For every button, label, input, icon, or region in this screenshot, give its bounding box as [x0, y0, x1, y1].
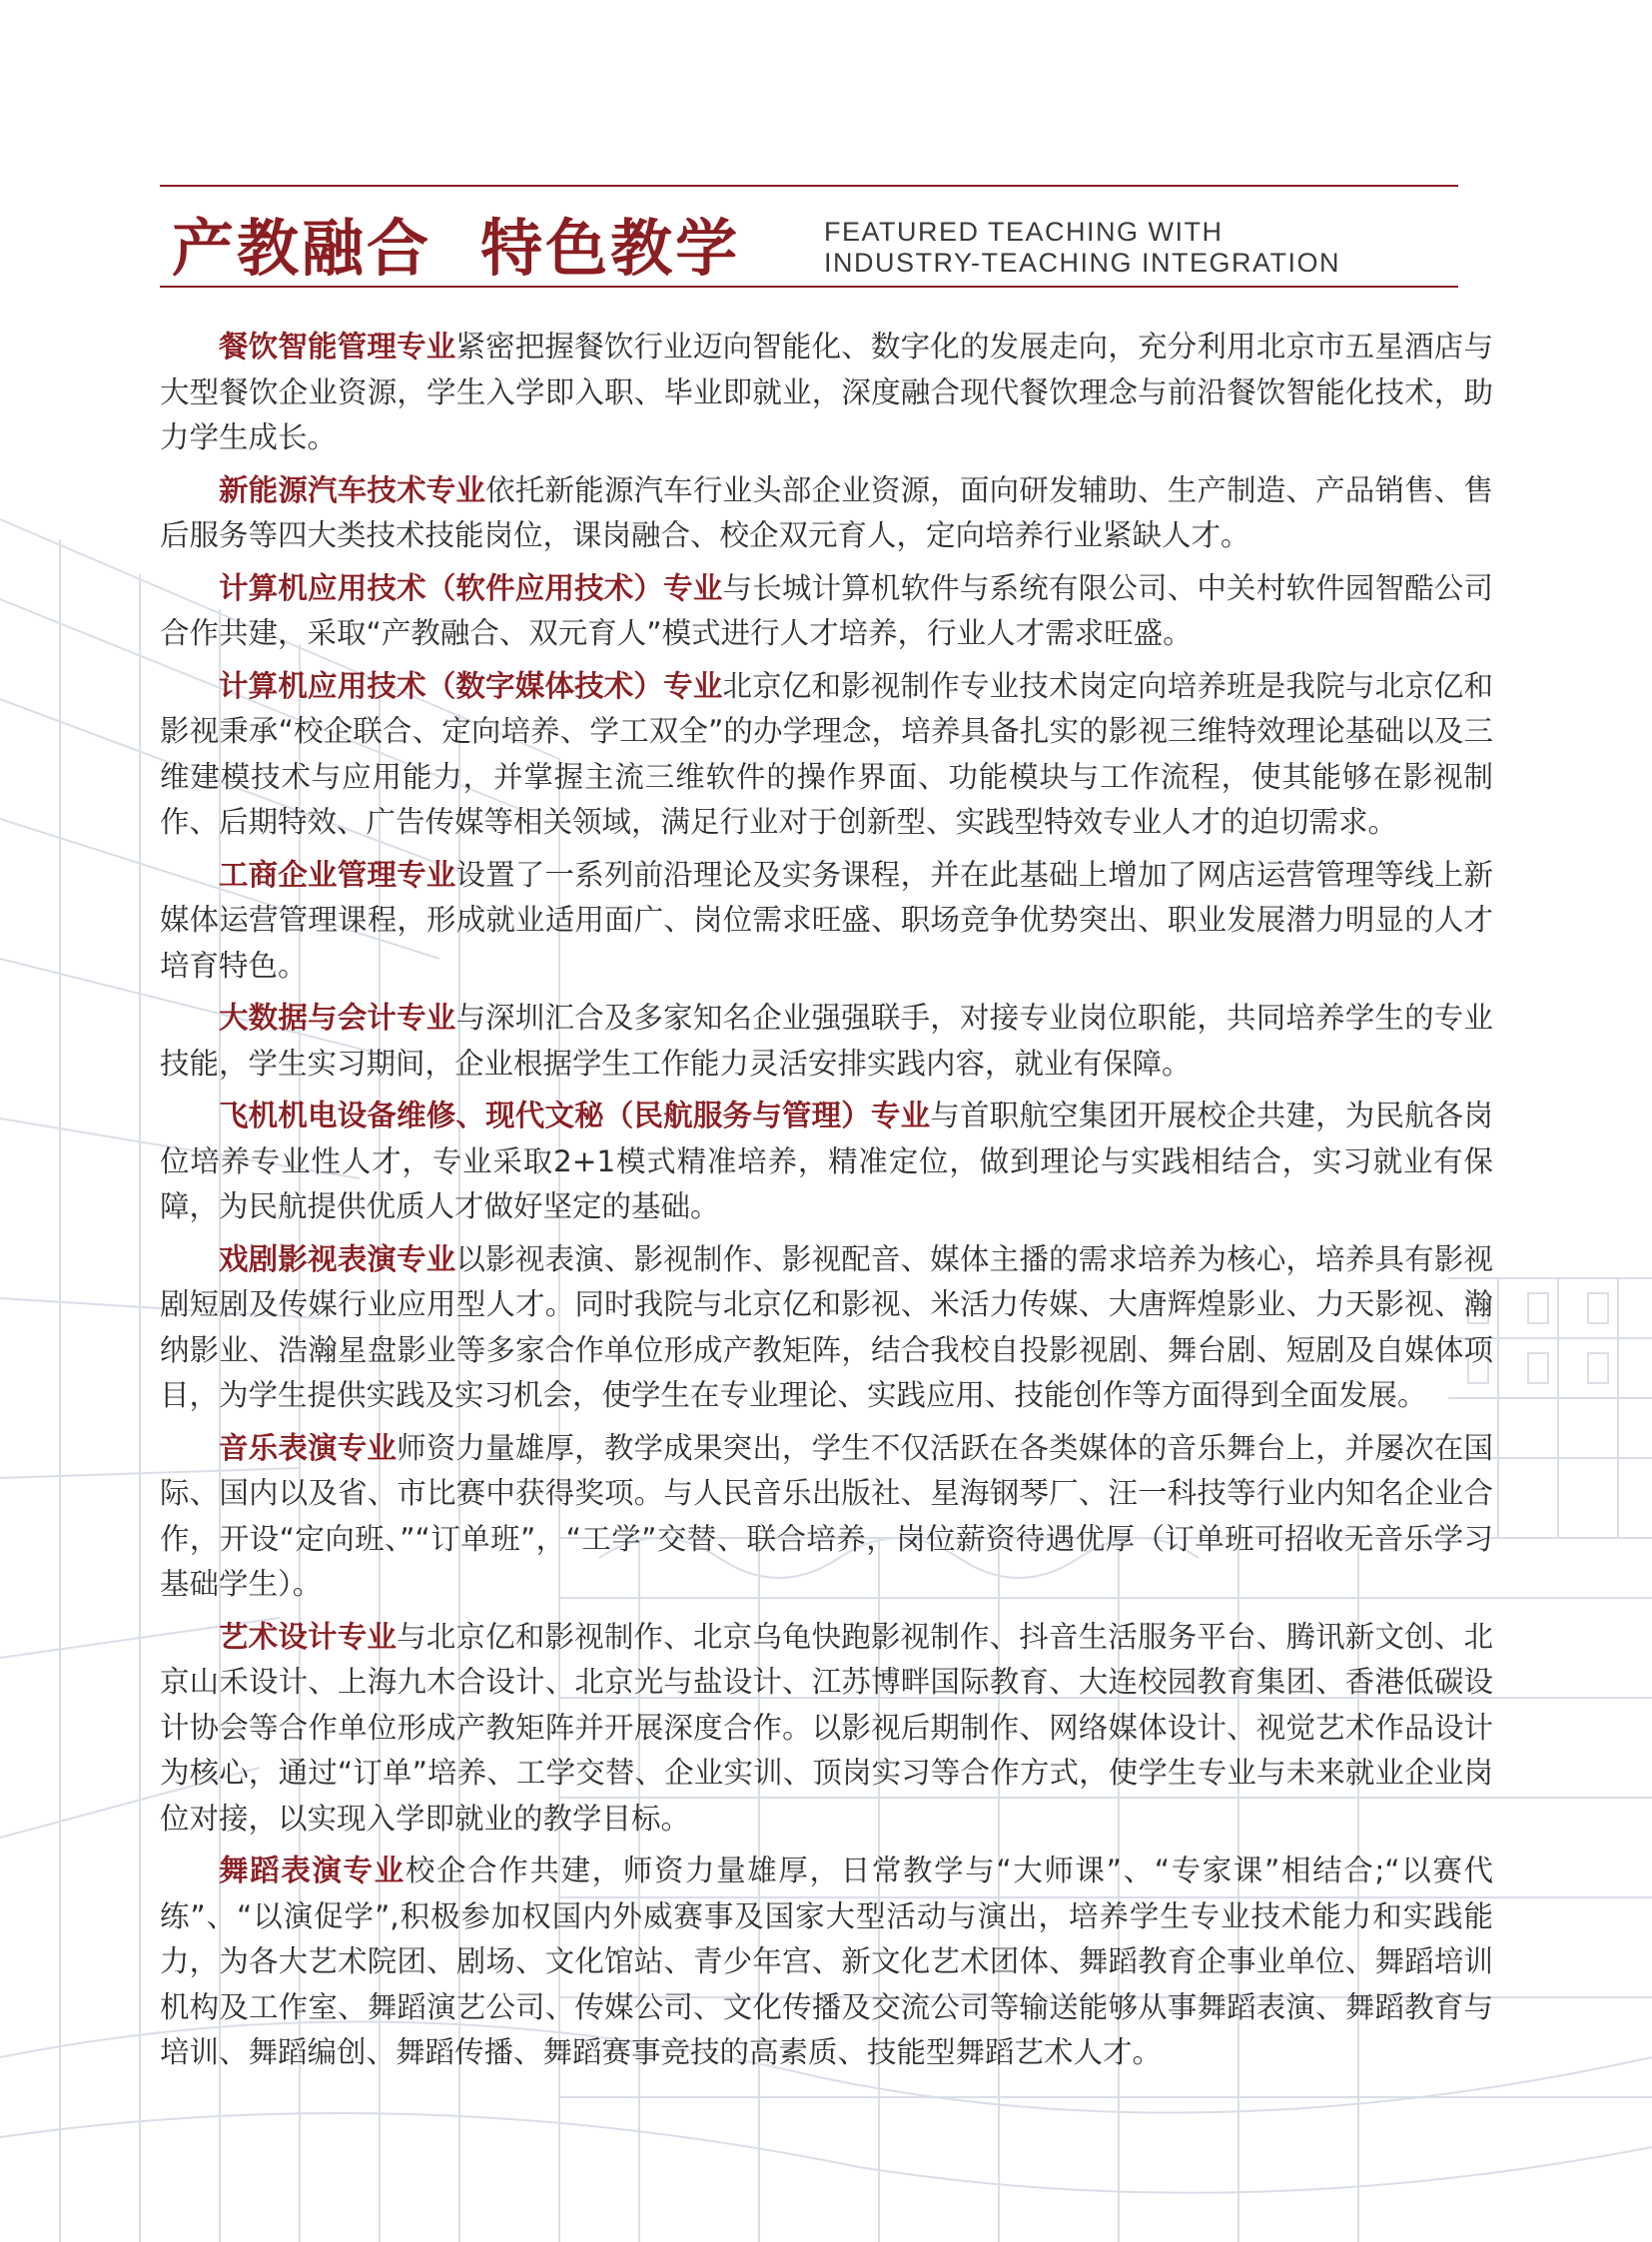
paragraph: [160, 1426, 1493, 1608]
section-title-chinese: 产教融合 特色教学: [172, 212, 741, 285]
paragraph: [160, 1615, 1493, 1843]
title-en-line-1: FEATURED TEACHING WITH: [824, 217, 1224, 247]
major-name: 大数据与会计专业: [219, 1001, 456, 1035]
paragraph-text: 以影视表演、影视制作、影视配音、媒体主播的需求培养为核心，培养具有影视剧短剧及传媒行业应用型人才。同时我院与北京亿和影视、米活力传媒、大唐辉煌影业、力天影视、瀚纳影业、浩瀚星盘影业等多家合作单位形成产教矩阵，结合我校自投影视剧、舞台剧、短剧及自媒体项目，为学生提供实践及实习机会，使学生在专业理论、实践应用、技能创作等方面得到全面发展。: [160, 1241, 1493, 1412]
paragraph: [160, 1237, 1493, 1419]
paragraph: [160, 468, 1493, 559]
paragraph: [160, 996, 1493, 1087]
paragraph: [160, 566, 1493, 657]
majors-description: [160, 325, 1493, 2083]
major-name: 计算机应用技术（软件应用技术）专业: [219, 570, 723, 605]
paragraph: [160, 853, 1493, 990]
major-name: 工商企业管理专业: [219, 857, 456, 892]
header-bottom-rule: [160, 286, 1458, 288]
paragraph: [160, 664, 1493, 846]
section-title-english: [824, 217, 1340, 279]
header-top-rule: [160, 185, 1458, 187]
major-name: 计算机应用技术（数字媒体技术）专业: [219, 668, 723, 703]
paragraph-text: 与长城计算机软件与系统有限公司、中关村软件园智酷公司合作共建，采取“产教融合、双元育人”模式进行人才培养，行业人才需求旺盛。: [160, 570, 1493, 650]
major-name: 戏剧影视表演专业: [219, 1241, 456, 1276]
title-en-line-2: INDUSTRY-TEACHING INTEGRATION: [824, 248, 1341, 278]
paragraph-text: 依托新能源汽车行业头部企业资源，面向研发辅助、生产制造、产品销售、售后服务等四大类技术技能岗位，课岗融合、校企双元育人，定向培养行业紧缺人才。: [160, 472, 1493, 552]
paragraph-text: 校企合作共建，师资力量雄厚，日常教学与“大师课”、“专家课”相结合;“以赛代练”、“以演促学”,积极参加权国内外威赛事及国家大型活动与演出，培养学生专业技术能力和实践能力，为各大艺术院团、剧场、文化馆站、青少年宫、新文化艺术团体、舞蹈教育企事业单位、舞蹈培训机构及工作室、舞蹈演艺公司、传媒公司、文化传播及交流公司等输送能够从事舞蹈表演、舞蹈教育与培训、舞蹈编创、舞蹈传播、舞蹈赛事竞技的高素质、技能型舞蹈艺术人才。: [160, 1854, 1493, 2069]
major-name: 飞机机电设备维修、现代文秘（民航服务与管理）专业: [219, 1099, 931, 1132]
section-header: [160, 185, 1458, 290]
major-name: 音乐表演专业: [219, 1430, 398, 1465]
paragraph: [160, 1094, 1493, 1230]
paragraph-text: 设置了一系列前沿理论及实务课程，并在此基础上增加了网店运营管理等线上新媒体运营管理课程，形成就业适用面广、岗位需求旺盛、职场竞争优势突出、职业发展潜力明显的人才培育特色。: [160, 857, 1493, 983]
paragraph-text: 北京亿和影视制作专业技术岗定向培养班是我院与北京亿和影视秉承“校企联合、定向培养、学工双全”的办学理念，培养具备扎实的影视三维特效理论基础以及三维建模技术与应用能力，并掌握主流三维软件的操作界面、功能模块与工作流程，使其能够在影视制作、后期特效、广告传媒等相关领域，满足行业对于创新型、实践型特效专业人才的迫切需求。: [160, 668, 1493, 839]
major-name: 餐饮智能管理专业: [219, 330, 456, 364]
major-name: 舞蹈表演专业: [219, 1854, 406, 1887]
paragraph: [160, 325, 1493, 461]
paragraph-text: 紧密把握餐饮行业迈向智能化、数字化的发展走向，充分利用北京市五星酒店与大型餐饮企业资源，学生入学即入职、毕业即就业，深度融合现代餐饮理念与前沿餐饮智能化技术，助力学生成长。: [160, 330, 1493, 454]
paragraph: [160, 1849, 1493, 2076]
major-name: 艺术设计专业: [219, 1619, 398, 1654]
paragraph-text: 与北京亿和影视制作、北京乌龟快跑影视制作、抖音生活服务平台、腾讯新文创、北京山禾设计、上海九木合设计、北京光与盐设计、江苏博畔国际教育、大连校园教育集团、香港低碳设计协会等合作单位形成产教矩阵并开展深度合作。以影视后期制作、网络媒体设计、视觉艺术作品设计为核心，通过“订单”培养、工学交替、企业实训、顶岗实习等合作方式，使学生专业与未来就业企业岗位对接，以实现入学即就业的教学目标。: [160, 1619, 1493, 1836]
paragraph-text: 与首职航空集团开展校企共建，为民航各岗位培养专业性人才，专业采取2+1模式精准培养，精准定位，做到理论与实践相结合，实习就业有保障，为民航提供优质人才做好坚定的基础。: [160, 1099, 1493, 1223]
paragraph-text: 与深圳汇合及多家知名企业强强联手，对接专业岗位职能，共同培养学生的专业技能，学生实习期间，企业根据学生工作能力灵活安排实践内容，就业有保障。: [160, 1001, 1493, 1081]
paragraph-text: 师资力量雄厚，教学成果突出，学生不仅活跃在各类媒体的音乐舞台上，并屡次在国际、国内以及省、市比赛中获得奖项。与人民音乐出版社、星海钢琴厂、汪一科技等行业内知名企业合作，开设“定向班、”“订单班”，“工学”交替、联合培养，岗位薪资待遇优厚（订单班可招收无音乐学习基础学生）。: [160, 1430, 1493, 1601]
major-name: 新能源汽车技术专业: [219, 472, 486, 507]
